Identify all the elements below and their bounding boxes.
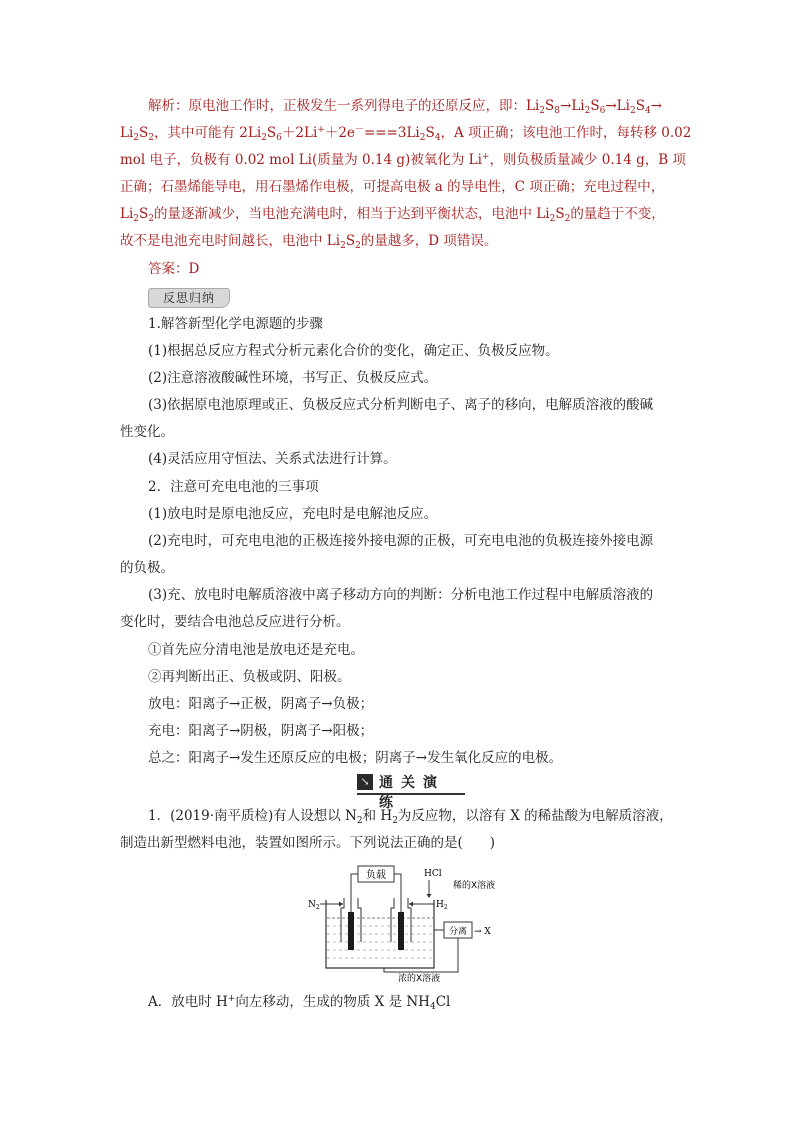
practice-banner bbox=[357, 773, 465, 811]
reflection-item-3b: 变化时，要结合电池总反应进行分析。 bbox=[120, 614, 350, 630]
reflection-point-3b: 性变化。 bbox=[120, 424, 174, 440]
reflection-point-3a: (3)依据原电池原理或正、负极反应式分析判断电子、离子的移向，电解质溶液的酸碱 bbox=[148, 397, 654, 413]
fuel-cell-diagram bbox=[306, 860, 516, 982]
question-line-1: 1．(2019·南平质检)有人设想以 $N_2$和 $H_2$为反应物，以溶有 X 的稀盐酸为电解质溶液， bbox=[148, 808, 673, 826]
reflection-point-2: (2)注意溶液酸碱性环境，书写正、负极反应式。 bbox=[148, 370, 438, 386]
load-label: 负载 bbox=[366, 870, 386, 881]
dilute-solution-label: 稀的X溶液 bbox=[453, 881, 496, 891]
reflection-point-4: (4)灵活应用守恒法、关系式法进行计算。 bbox=[148, 451, 397, 467]
answer-text: 答案：D bbox=[148, 261, 200, 277]
n2-label: $N_2$ bbox=[308, 900, 320, 911]
hcl-label: HCl bbox=[424, 869, 442, 879]
charge-rule: 充电：阳离子→阴极，阴离子→阳极； bbox=[148, 723, 374, 739]
x-output-label: → X bbox=[474, 927, 491, 937]
right-wire bbox=[394, 874, 401, 912]
summary-rule: 总之：阳离子→发生还原反应的电极；阴离子→发生氧化反应的电极。 bbox=[148, 750, 563, 766]
analysis-line-4: 正确；石墨烯能导电，用石墨烯作电极，可提高电极 a 的导电性，C 项正确；充电过程中， bbox=[120, 179, 665, 195]
reflection-point-1: (1)根据总反应方程式分析元素化合价的变化，确定正、负极反应物。 bbox=[148, 343, 559, 359]
h2-arrowhead bbox=[409, 902, 413, 907]
recycle-line bbox=[384, 938, 458, 972]
analysis-line-3: mol 电子，负极有 0.02 mol Li(质量为 0.14 g)被氧化为 Li+，则负极质量减少 0.14 g，B 项 bbox=[120, 152, 686, 168]
practice-banner-label: 通关演练 bbox=[379, 775, 445, 811]
reflection-circle-2: ②再判断出正、负极或阴、阳极。 bbox=[148, 669, 351, 685]
discharge-rule: 放电：阳离子→正极，阴离子→负极； bbox=[148, 696, 374, 712]
reflection-circle-1: ①首先应分清电池是放电还是充电。 bbox=[148, 642, 364, 658]
option-a: A．放电时 H+向左移动，生成的物质 X 是 $NH_4Cl$ bbox=[148, 994, 451, 1012]
reflection-item-2b: 的负极。 bbox=[120, 560, 174, 576]
n2-arrowhead bbox=[339, 902, 343, 907]
reflection-tag: 反思归纳 bbox=[148, 288, 230, 308]
electrolyte-liquid bbox=[327, 918, 433, 958]
left-wire bbox=[351, 874, 358, 912]
right-electrode bbox=[398, 912, 404, 950]
left-electrode bbox=[348, 912, 354, 950]
h2-label: $H_2$ bbox=[436, 900, 448, 911]
question-line-2: 制造出新型燃料电池，装置如图所示。下列说法正确的是( ) bbox=[120, 835, 496, 851]
separator-label: 分离 bbox=[448, 927, 468, 937]
reflection-heading-1: 1.解答新型化学电源题的步骤 bbox=[148, 316, 323, 332]
analysis-line-6: 故不是电池充电时间越长，电池中 $Li_2S_2$的量越多，D 项错误。 bbox=[120, 233, 498, 251]
reflection-item-3a: (3)充、放电时电解质溶液中离子移动方向的判断：分析电池工作过程中电解质溶液的 bbox=[148, 587, 654, 603]
analysis-line-5: $Li_2S_2$的量逐渐减少，当电池充满电时，相当于达到平衡状态，电池中 $Li_2S_2$的量趋于不变， bbox=[120, 206, 665, 224]
reflection-item-1: (1)放电时是原电池反应，充电时是电解池反应。 bbox=[148, 506, 438, 522]
arrow-icon: ↘ bbox=[357, 774, 373, 790]
reflection-item-2a: (2)充电时，可充电电池的正极连接外接电源的正极，可充电电池的负极连接外接电源 bbox=[148, 533, 654, 549]
analysis-line-2: $Li_2S_2$，其中可能有 $2Li_2S_6+2Li^++2e^-===3Li_2S_4$，A 项正确；该电池工作时，每转移 0.02 bbox=[120, 125, 692, 143]
concentrated-solution-label: 浓的X溶液 bbox=[398, 974, 441, 982]
reflection-heading-2: 2．注意可充电电池的三事项 bbox=[148, 479, 319, 495]
hcl-arrowhead bbox=[427, 894, 432, 898]
banner-underline bbox=[357, 793, 465, 795]
analysis-line-1: 解析：原电池工作时，正极发生一系列得电子的还原反应，即：$Li_2S_8\to Li_2S_6\to Li_2S_4\to$ bbox=[148, 98, 662, 116]
